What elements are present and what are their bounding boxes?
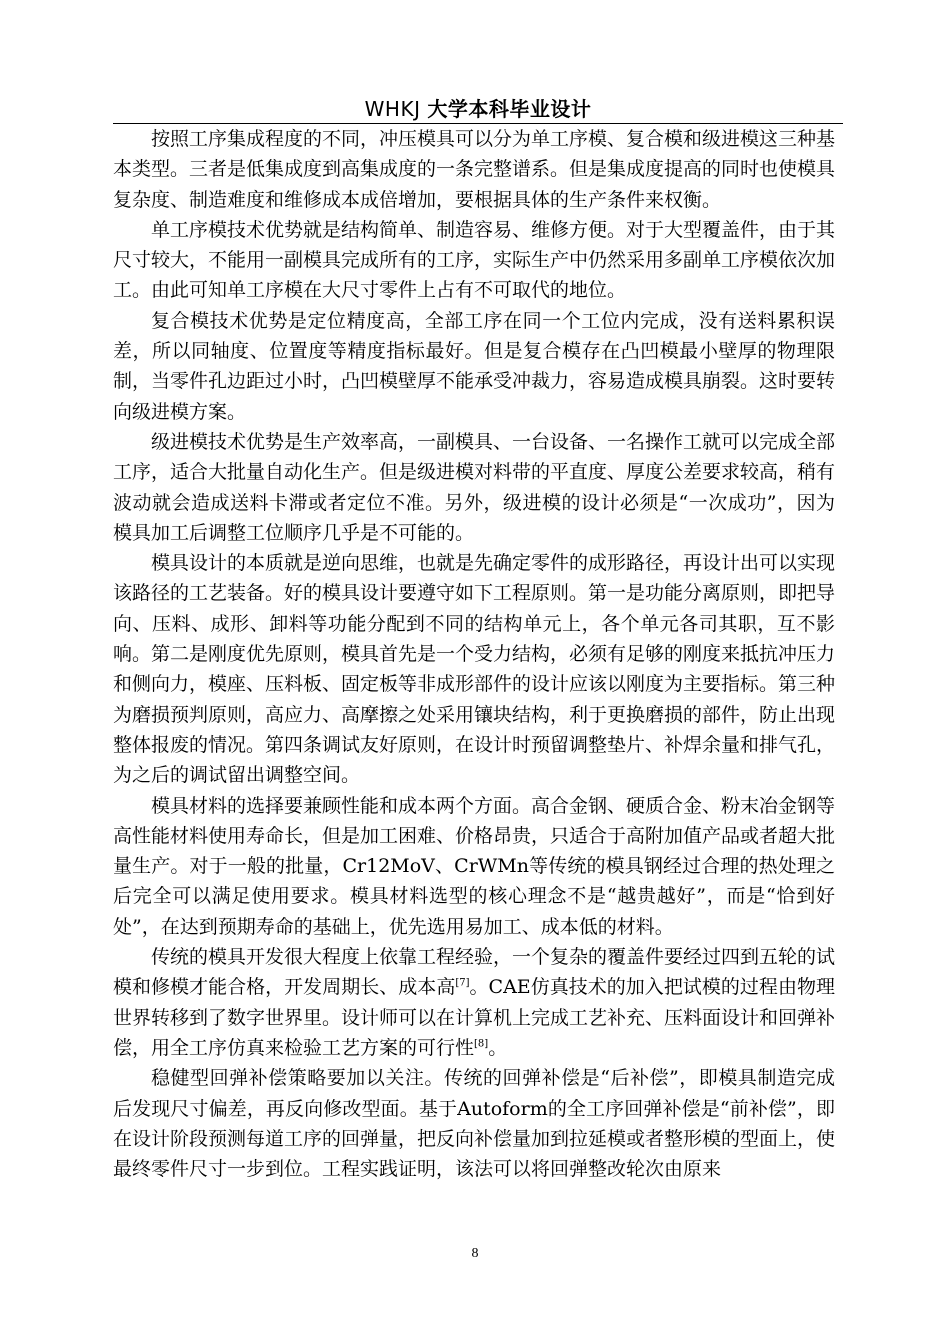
paragraph: 模具设计的本质就是逆向思维，也就是先确定零件的成形路径，再设计出可以实现该路径的工艺装备。好的模具设计要遵守如下工程原则。第一是功能分离原则，即把导向、压料、成形、卸料等功能分配到不同的结构单元上，各个单元各司其职，互不影响。第二是刚度优先原则，模具首先是一个受力结构，必须有足够的刚度来抵抗冲压力和侧向力，模座、压料板、固定板等非成形部件的设计应该以刚度为主要指标。第三种为磨损预判原则，高应力、高摩擦之处采用镶块结构，利于更换磨损的部件，防止出现整体报废的情况。第四条调试友好原则，在设计时预留调整垫片、补焊余量和排气孔，为之后的调试留出调整空间。 — [113, 552, 836, 787]
page-number: 8 — [471, 1246, 479, 1261]
paragraph: 级进模技术优势是生产效率高，一副模具、一台设备、一名操作工就可以完成全部工序，适合大批量自动化生产。但是级进模对料带的平直度、厚度公差要求较高，稍有波动就会造成送料卡滞或者定位不准。另外，级进模的设计必须是“一次成功”，因为模具加工后调整工位顺序几乎是不可能的。 — [113, 430, 836, 544]
paragraph: 按照工序集成程度的不同，冲压模具可以分为单工序模、复合模和级进模这三种基本类型。三者是低集成度到高集成度的一条完整谱系。但是集成度提高的同时也使模具复杂度、制造难度和维修成本成倍增加，要根据具体的生产条件来权衡。 — [113, 128, 836, 211]
paragraph: 传统的模具开发很大程度上依靠工程经验，一个复杂的覆盖件要经过四到五轮的试模和修模才能合格，开发周期长、成本高[7]。CAE仿真技术的加入把试模的过程由物理世界转移到了数字世界里。设计师可以在计算机上完成工艺补充、压料面设计和回弹补偿，用全工序仿真来检验工艺方案的可行性[8]。 — [113, 946, 836, 1059]
body-text — [113, 124, 835, 1184]
header-code: WHKJ — [364, 97, 421, 121]
paragraph: 单工序模技术优势就是结构简单、制造容易、维修方便。对于大型覆盖件，由于其尺寸较大，不能用一副模具完成所有的工序，实际生产中仍然采用多副单工序模依次加工。由此可知单工序模在大尺寸零件上占有不可取代的地位。 — [113, 218, 836, 302]
citation-ref: [8] — [474, 1038, 489, 1050]
paragraph: 复合模技术优势是定位精度高，全部工序在同一个工位内完成，没有送料累积误差，所以同轴度、位置度等精度指标最好。但是复合模存在凸凹模最小壁厚的物理限制，当零件孔边距过小时，凸凹模壁厚不能承受冲裁力，容易造成模具崩裂。这时要转向级进模方案。 — [113, 309, 836, 423]
paragraph: 稳健型回弹补偿策略要加以关注。传统的回弹补偿是“后补偿”，即模具制造完成后发现尺寸偏差，再反向修改型面。基于Autoform的全工序回弹补偿是“前补偿”，即在设计阶段预测每道工序的回弹量，把反向补偿量加到拉延模或者整形模的型面上，使最终零件尺寸一步到位。工程实践证明，该法可以将回弹整改轮次由原来 — [113, 1067, 836, 1181]
paragraph: 模具材料的选择要兼顾性能和成本两个方面。高合金钢、硬质合金、粉末冶金钢等高性能材料使用寿命长，但是加工困难、价格昂贵，只适合于高附加值产品或者超大批量生产。对于一般的批量，Cr12MoV、CrWMn等传统的模具钢经过合理的热处理之后完全可以满足使用要求。模具材料选型的核心理念不是“越贵越好”，而是“恰到好处”，在达到预期寿命的基础上，优先选用易加工、成本低的材料。 — [113, 794, 836, 938]
page-header — [113, 94, 843, 124]
citation-ref: [7] — [455, 977, 470, 989]
header-title: 大学本科毕业设计 — [427, 97, 592, 121]
